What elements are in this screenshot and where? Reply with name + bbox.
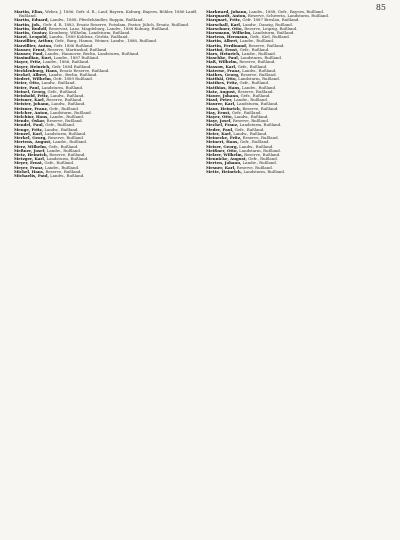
entry-text: Landsturm, Rußland. [251,30,295,36]
entry-name: Massow, Karl, [206,63,237,69]
entry-text: Landsturm, Rußland. [235,101,279,107]
entry-name: Marzi, Leopold, [14,34,48,40]
page-number: 85 [375,3,386,12]
right-column [206,10,389,534]
entry-text: Landw., Berlin, Rußland. [47,72,98,78]
entry-name: Meinhold, Fritz, [14,93,50,99]
entry-text: Gefr. d. R. 1883, Ersatz Reserve, Potsdam, Pastor, Jülich, Ersatz, Rußland. [41,21,190,27]
entry-name: Marschner, Otto, [206,25,243,31]
entry-name: Marzillier, Anton, [14,42,53,48]
entry-name: Marquart, Fritz, [206,17,242,23]
entry-text: Reserve, Rußland. [236,88,274,94]
entry-name: Mesner, Karl, [206,164,236,170]
entry-text: Landw., 1886, Rußland. [41,59,90,65]
entry-name: Marschall, Karl, [206,21,242,27]
entry-text: Gefr. 1887 Breslau, Rußland. [241,17,300,23]
entry-name: Mauer, Johann, [206,93,240,99]
entry-name: Maß, Wilhelm, [206,59,239,65]
entry-text: Landsturm, Rußland. [237,147,281,153]
entry-name: Menzel, Karl, [14,130,44,136]
entry-name: May, Ernst, [206,109,231,115]
entry-name: Martin, Ferdinand, [206,42,248,48]
entry-text: Reserve, Rußland. [231,118,270,124]
entry-name: Martin, Gustav, [14,30,48,36]
entry-text: Landw., Rußland. [43,126,79,132]
entry-name: Martini, Ernst, [206,46,239,52]
entry-name: Mayer, Fritz, [14,59,42,65]
entry-name: Marzillier, Arthur, [14,38,54,44]
entry-name: Meinert, Hans, [206,139,239,145]
entry-text: Reserve, Leipzig, Rußland. [242,25,298,31]
entry-name: Matthias, Hans, [206,84,241,90]
entry-name: Matz, August, [206,88,237,94]
entry-text: Landsturm, Rußland. [238,122,282,128]
entry-text: Gefr., Rußland. [238,80,270,86]
entry-text: Landw., Rußland. [241,160,277,166]
entry-text: Weber, J. 1886, Gefr. d. R., Lauf, Bayern, Koburg, Bayern, Böhler, 1886 Lauff, Rußland. [19,10,197,19]
entry-name: Meckel, Albert, [14,72,48,78]
entry-text: Landw., 1888, Gefr., Bayern, Rußland. [247,10,325,14]
entry-text: Reserve, Rußland. [45,97,83,103]
entry-text: Landw., Rußland. [240,51,276,57]
entry-name: Mende, Oskar, [14,118,46,124]
entry-name: Maximilian, Kurt, [14,55,53,61]
entry-name: Melzer, Wilhelm, [206,151,243,157]
entry-text: Gefr., Rußland. [44,122,76,128]
entry-text: Landsturm, Rußland. [242,168,286,174]
entry-text: Gefr. 1886 Rußland. [52,42,94,48]
entry-text: Landw., Rußland. [45,147,82,153]
entry-name: Meister, Johann, [14,101,50,107]
entry-name: Markward, Johann, [206,10,248,14]
entry-text: Reserve, Rußland. [46,135,85,141]
entry-text: Gefr., Rußland. [238,139,270,145]
entry-text: Landw., 1889 Koblenz, Görlitz, Rußland. [47,34,129,40]
entry-text: Reserve, Rußland. [241,105,279,111]
entry-text: Gefr. 1884 Rußland. [50,63,92,69]
entry-name: Maschke, Paul, [206,55,240,61]
entry-text: Gefr., Rußland. [238,46,270,52]
entry-text: Gefr., Rußland. [47,143,79,149]
entry-name: Meinel, Georg, [14,88,47,94]
entry-text: Ersatz Reserve, Rußland. [58,67,110,73]
entry-text: Landsturm, Rußland. [45,156,89,162]
entry-name: Meyer, Franz, [14,164,44,170]
entry-text: Landsturm, Rußland. [43,130,87,136]
entry-name: Mauser, Ernst, [14,46,46,52]
entry-text: Landw., Rußland. [48,114,85,120]
entry-text: Landw., Rußland. [40,80,76,86]
entry-name: Michaelis, Paul, [14,172,49,178]
entry-text: Reserve, Rußland. [44,168,82,174]
entry-text: Reserve, Rußland. [48,151,86,157]
entry-text: Reserve, Rußland. [235,164,273,170]
entry-name: Meißner, Otto, [206,147,238,153]
entry-name: Maurer, Karl, [206,101,236,107]
entry-text: Landw., Rußland. [240,67,277,73]
entry-name: Meixner, Franz, [14,105,49,111]
entry-text: Landsturm, Rußland. [48,109,92,115]
entry-text: Landw., Hannover, Berlin, Landsturm, Rußland. [43,51,140,57]
left-column [14,10,197,534]
entry-name: Meßner, Josef, [14,147,46,153]
entry-name: Mayr, Josef, [206,118,232,124]
entry-text: Landw., Rußland. [240,84,277,90]
entry-name: Mette, Heinrich, [206,168,243,174]
entry-name: Menge, Fritz, [14,126,44,132]
entry-name: Meier, Paul, [14,84,41,90]
entry-name: Marsmann, Wilhelm, [206,30,252,36]
entry-name: Mennicke, August, [206,156,247,162]
list-item [14,174,197,178]
entry-text: Landw., Rußland. [51,139,88,145]
entry-name: Metzger, Karl, [14,156,46,162]
entry-name: Meier, Karl, [206,130,232,136]
entry-text: Gefr., Kiel, Rußland. [248,34,290,40]
entry-name: Marquardt, Anton, [206,13,247,19]
entry-text: Landw., Rußland. [50,101,86,107]
entry-text: Landsturm, Rußland. [236,76,280,82]
entry-text: Reserve, Rußland. [239,72,277,78]
entry-name: Martin, Joh., [14,21,42,27]
entry-text: Landw., Rußland. [48,172,85,178]
entry-name: Mertens, August, [14,139,52,145]
entry-text: Landsturm, Rußland. [239,55,283,61]
entry-text: Landw., Rußland. [49,93,85,99]
entry-name: Martin, Albert, [206,38,239,44]
entry-name: Melcher, Anton, [14,109,49,115]
entry-text: Reserve, Rußland. [45,118,83,124]
entry-name: Mauser, Paul, [14,51,44,57]
entry-text: Landw., 1887 Rußland. [52,55,100,61]
entry-name: Meder, Paul, [206,126,234,132]
entry-text: Gefr., Rußland. [236,63,268,69]
entry-name: Martin, Rudolf, [14,25,48,31]
entry-text: Kronberg, Wilhelm, Landsturm, Rußland. [47,30,131,36]
entry-name: Meinecke, Fritz, [206,135,242,141]
entry-name: Mechel, Franz, [206,122,239,128]
entry-name: Mendel, Paul, [14,122,44,128]
entry-text: Gefr., Rußland. [46,88,78,94]
entry-name: Merz, Wilhelm, [14,143,48,149]
entry-text: Gefr., Rußland. [246,156,278,162]
entry-text: Reserve, Rußland. [242,151,281,157]
entry-text: Reserve, Martinshof, Rußland. [45,46,108,52]
entry-name: Mayer, Otto, [206,114,233,120]
entry-text: Landw., Rußland. [43,164,80,170]
entry-name: Matthes, Fritz, [206,80,239,86]
entry-name: Merkel, Georg, [14,135,47,141]
entry-name: Maul, Peter, [206,97,233,103]
entry-name: Meiser, Georg, [206,143,238,149]
entry-text: Landw., 1888, Pferdehändler, Ruppin, Rußland. [48,17,144,23]
entry-name: Mecklenburg, Hans, [14,67,59,73]
entry-text: Gefr., Rußland. [48,105,80,111]
list-item [206,170,389,174]
entry-text: Reserve, Rußland. [247,42,285,48]
entry-name: Merten, Johann, [206,160,242,166]
entry-text: Gefr. 1889 Rußland. [52,76,94,82]
entry-text: Landw., Rußland. [237,143,274,149]
entry-name: Meyer, Ernst, [14,160,44,166]
entry-text: Reserve, Rußland. [241,135,279,141]
entry-text: Landw., Danzig, Rußland. [241,21,293,27]
entry-name: Medert, Wilhelm, [14,76,53,82]
entry-text: Reserve, Schwerin, Landsturm, Rußland. [246,13,330,19]
entry-name: Metz, Heinrich, [14,151,49,157]
entry-text: Landw., Rußland. [232,130,268,136]
entry-name: Martens, Hermann, [206,34,249,40]
entry-text: Landsturm, Rußland. [40,84,84,90]
entry-name: Meier, Otto, [14,80,41,86]
entry-name: Mathes, Georg, [206,72,240,78]
entry-text: Gefr., Rußland. [230,109,262,115]
entry-text: Gefr., Rußland. [239,93,271,99]
entry-name: Mayer, Heinrich, [14,63,51,69]
entry-name: Melchior, Hans, [14,114,49,120]
entry-text: Gefr., Rußland. [43,160,75,166]
entry-text: Gefr., Rußland. [233,126,265,132]
entry-name: Michel, Hans, [14,168,45,174]
entry-text: Reserve, Rußland. [238,59,276,65]
entry-name: Materne, Franz, [206,67,241,73]
entry-name: Marx, Heinrich, [206,51,241,57]
entry-name: Maus, Heinrich, [206,105,242,111]
entry-name: Martin, Elias, [14,10,44,14]
entry-name: Martin, Eduard, [14,17,49,23]
entry-text: Gefr., Burg, Hamm, Weiner, Landw., 1888, Rußland. [53,38,158,44]
entry-text: Reservist, Lanz, Magdeburg, Landw., 1886 Koburg, Rußland. [47,25,170,31]
entry-name: Matthäi, Otto, [206,76,237,82]
entry-text: Landw., Rußland. [232,97,269,103]
entry-text: Landw., Rußland. [238,38,275,44]
entry-name: Meisner, Karl, [14,97,46,103]
entry-text: Landw., Rußland. [232,114,269,120]
